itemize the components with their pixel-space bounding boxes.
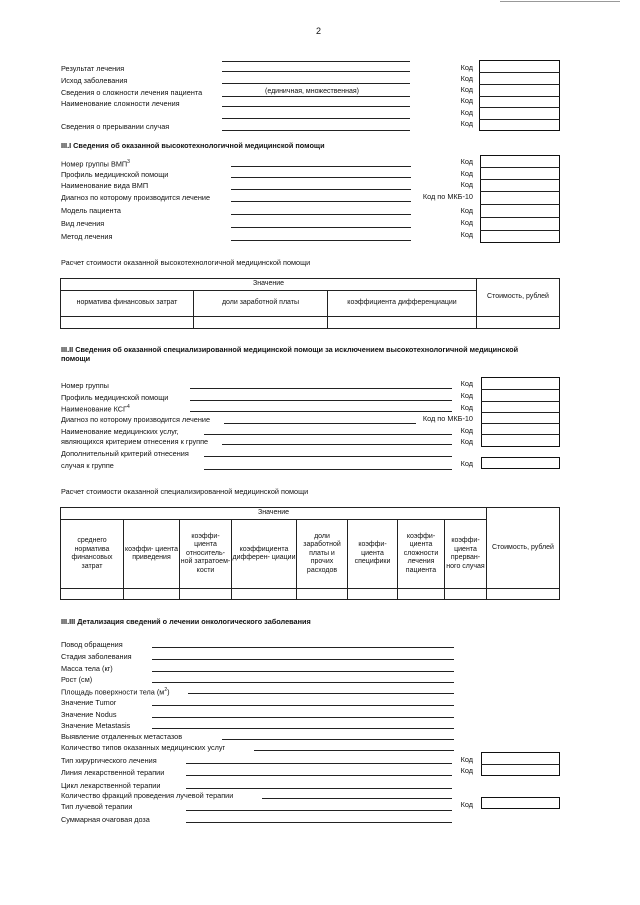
field-group-number[interactable] <box>190 388 452 389</box>
section-heading-specialized: III.II Сведения об оказанной специализированной медицинской помощи за исключением высокотехнологичной медицинской помощи <box>61 345 519 363</box>
kod-label: Код <box>460 157 473 166</box>
field-extra[interactable] <box>204 456 452 457</box>
table-spec-cell[interactable] <box>397 588 445 600</box>
table-spec-col: доли заработной платы и прочих расходов <box>296 519 348 589</box>
field-surgery-type[interactable] <box>186 763 452 764</box>
calc-title-spec: Расчет стоимости оказанной специализированной медицинской помощи <box>61 487 309 496</box>
field-metastasis[interactable] <box>152 728 454 729</box>
table-spec-cell[interactable] <box>444 588 487 600</box>
code-box-divider <box>481 401 560 402</box>
kod-label: Код <box>460 119 473 128</box>
kod-label: Код <box>460 766 473 775</box>
kod-label: Код <box>460 63 473 72</box>
field-result[interactable] <box>222 71 410 72</box>
code-box-divider <box>481 412 560 413</box>
code-box-divider <box>480 167 560 168</box>
table-vmp-cell[interactable] <box>476 316 560 329</box>
label-spec-diagnosis: Диагноз по которому производится лечение <box>61 415 211 424</box>
field-complexity-name[interactable] <box>222 106 410 107</box>
code-box-divider <box>480 217 560 218</box>
label-reason: Повод обращения <box>61 640 123 649</box>
label-vmp-type: Наименование вида ВМП <box>61 181 149 190</box>
label-services-2: являющихся критерием отнесения к группе <box>61 437 209 446</box>
label-treatment-method: Метод лечения <box>61 232 113 241</box>
kod-label: Код <box>460 230 473 239</box>
section-heading-oncology: III.III Детализация сведений о лечении онкологического заболевания <box>61 617 311 626</box>
table-spec-col: коэффи- циента прерван- ного случая <box>444 519 487 589</box>
field-fractions[interactable] <box>262 798 452 799</box>
code-box-divider <box>481 764 560 765</box>
kod-label: Код <box>460 459 473 468</box>
label-services-1: Наименование медицинских услуг, <box>61 427 179 436</box>
field-radiation-type[interactable] <box>186 810 452 811</box>
table-spec-cell[interactable] <box>179 588 232 600</box>
table-vmp-col-salary: доли заработной платы <box>193 290 328 317</box>
label-surgery-type: Тип хирургического лечения <box>61 756 157 765</box>
label-weight: Масса тела (кг) <box>61 664 113 673</box>
table-spec-cell[interactable] <box>60 588 124 600</box>
field-services[interactable] <box>204 434 452 435</box>
field-total-dose[interactable] <box>186 822 452 823</box>
kod-label: Код <box>460 426 473 435</box>
field-distant-mets[interactable] <box>222 739 454 740</box>
label-treatment-type: Вид лечения <box>61 219 105 228</box>
kod-label: Код <box>460 206 473 215</box>
table-spec-col: среднего норматива финансовых затрат <box>60 519 124 589</box>
code-box-divider <box>479 107 560 108</box>
kod-label: Код <box>460 108 473 117</box>
code-box-divider <box>480 230 560 231</box>
label-complexity-name: Наименование сложности лечения <box>61 99 180 108</box>
field-spec-diagnosis[interactable] <box>224 423 416 424</box>
section-heading-vmp: III.I Сведения об оказанной высокотехнологичной медицинской помощи <box>61 141 325 150</box>
kod-label: Код <box>460 169 473 178</box>
field-nodus[interactable] <box>152 717 454 718</box>
label-vmp-group: Номер группы ВМП$^3$ <box>61 159 130 169</box>
complexity-hint: (единичная, множественная) <box>265 88 359 95</box>
kod-mkb-label: Код по МКБ-10 <box>422 414 473 423</box>
field-bsa[interactable] <box>188 693 454 694</box>
field-weight[interactable] <box>152 671 454 672</box>
label-ksg: Наименование КСГ$^4$ <box>61 404 130 414</box>
code-box-divider <box>480 191 560 192</box>
table-spec-col: коэффициента дифферен- циации <box>231 519 297 589</box>
table-spec-col-cost: Стоимость, рублей <box>486 507 560 589</box>
table-vmp-value-header: Значение <box>60 278 477 291</box>
kod-mkb-label: Код по МКБ-10 <box>422 192 473 201</box>
field-extra-2[interactable] <box>204 469 452 470</box>
table-spec-cell[interactable] <box>231 588 297 600</box>
code-box-divider <box>481 434 560 435</box>
table-vmp-col-cost: Стоимость, рублей <box>476 278 560 317</box>
field-complexity-name-2[interactable] <box>222 118 410 119</box>
table-spec-col: коэффи- циента сложности лечения пациента <box>397 519 445 589</box>
label-tumor: Значение Tumor <box>61 698 117 707</box>
label-complexity: Сведения о сложности лечения пациента <box>61 88 203 97</box>
kod-label: Код <box>460 437 473 446</box>
label-spec-profile: Профиль медицинской помощи <box>61 393 169 402</box>
kod-label: Код <box>460 391 473 400</box>
field-patient-model[interactable] <box>231 214 411 215</box>
kod-label: Код <box>460 755 473 764</box>
field-height[interactable] <box>152 682 454 683</box>
field-treatment-type[interactable] <box>231 227 411 228</box>
table-spec-col: коэффи- циента приведения <box>123 519 180 589</box>
label-drug-line: Линия лекарственной терапии <box>61 768 165 777</box>
table-vmp-col-normative: норматива финансовых затрат <box>60 290 194 317</box>
label-extra-1: Дополнительный критерий отнесения <box>61 449 189 458</box>
label-drug-cycle: Цикл лекарственной терапии <box>61 781 161 790</box>
code-box-divider <box>479 84 560 85</box>
field-services-2[interactable] <box>222 444 452 445</box>
table-spec-col: коэффи- циента специфики <box>347 519 398 589</box>
field-vmp-profile[interactable] <box>231 177 411 178</box>
table-spec-cell[interactable] <box>486 588 560 600</box>
table-spec-cell[interactable] <box>347 588 398 600</box>
field-result-upper <box>222 61 410 62</box>
field-drug-line[interactable] <box>186 775 452 776</box>
code-box-divider <box>479 96 560 97</box>
page-number: 2 <box>316 26 322 36</box>
code-box-divider <box>480 204 560 205</box>
calc-title-vmp: Расчет стоимости оказанной высокотехнологичной медицинской помощи <box>61 258 311 267</box>
label-interruption: Сведения о прерывании случая <box>61 122 170 131</box>
field-complexity[interactable] <box>222 96 410 97</box>
code-box-divider <box>479 72 560 73</box>
table-spec-col: коэффи- циента относитель- ной затратоем- кости <box>179 519 232 589</box>
label-metastasis: Значение Metastasis <box>61 721 131 730</box>
label-stage: Стадия заболевания <box>61 652 132 661</box>
field-service-types[interactable] <box>254 750 454 751</box>
label-result: Результат лечения <box>61 64 125 73</box>
kod-label: Код <box>460 379 473 388</box>
kod-label: Код <box>460 96 473 105</box>
field-treatment-method[interactable] <box>231 240 411 241</box>
field-spec-profile[interactable] <box>190 400 452 401</box>
label-height: Рост (см) <box>61 675 93 684</box>
label-group-number: Номер группы <box>61 381 109 390</box>
field-stage[interactable] <box>152 659 454 660</box>
table-vmp-cell[interactable] <box>60 316 194 329</box>
field-tumor[interactable] <box>152 705 454 706</box>
table-spec-value-header: Значение <box>60 507 487 520</box>
label-vmp-profile: Профиль медицинской помощи <box>61 170 169 179</box>
label-fractions: Количество фракций проведения лучевой терапии <box>61 791 234 800</box>
kod-label: Код <box>460 800 473 809</box>
field-outcome[interactable] <box>222 83 410 84</box>
label-extra-2: случая к группе <box>61 461 114 470</box>
kod-label: Код <box>460 180 473 189</box>
label-total-dose: Суммарная очаговая доза <box>61 815 150 824</box>
code-box-divider <box>480 179 560 180</box>
field-interruption[interactable] <box>222 130 410 131</box>
field-vmp-group[interactable] <box>231 166 411 167</box>
code-box-divider <box>481 389 560 390</box>
kod-label: Код <box>460 74 473 83</box>
code-box-radiation[interactable] <box>481 797 560 809</box>
kod-label: Код <box>460 218 473 227</box>
field-reason[interactable] <box>152 647 454 648</box>
table-vmp-col-diff: коэффициента дифференциации <box>327 290 477 317</box>
label-nodus: Значение Nodus <box>61 710 117 719</box>
field-vmp-type[interactable] <box>231 189 411 190</box>
kod-label: Код <box>460 403 473 412</box>
table-vmp-cell[interactable] <box>327 316 477 329</box>
code-box-divider <box>481 423 560 424</box>
label-service-types: Количество типов оказанных медицинских услуг <box>61 743 226 752</box>
label-outcome: Исход заболевания <box>61 76 128 85</box>
label-radiation-type: Тип лучевой терапии <box>61 802 133 811</box>
label-vmp-diagnosis: Диагноз по которому производится лечение <box>61 193 211 202</box>
field-ksg[interactable] <box>190 411 452 412</box>
field-vmp-diagnosis[interactable] <box>231 201 411 202</box>
table-spec-cell[interactable] <box>123 588 180 600</box>
code-box-divider <box>479 119 560 120</box>
table-spec-cell[interactable] <box>296 588 348 600</box>
kod-label: Код <box>460 85 473 94</box>
top-edge-line <box>500 1 620 2</box>
label-patient-model: Модель пациента <box>61 206 121 215</box>
table-vmp-cell[interactable] <box>193 316 328 329</box>
field-drug-cycle[interactable] <box>186 788 452 789</box>
label-distant-mets: Выявление отдаленных метастазов <box>61 732 183 741</box>
code-box-extra[interactable] <box>481 457 560 469</box>
label-bsa: Площадь поверхности тела $(м^2)$ <box>61 687 170 697</box>
